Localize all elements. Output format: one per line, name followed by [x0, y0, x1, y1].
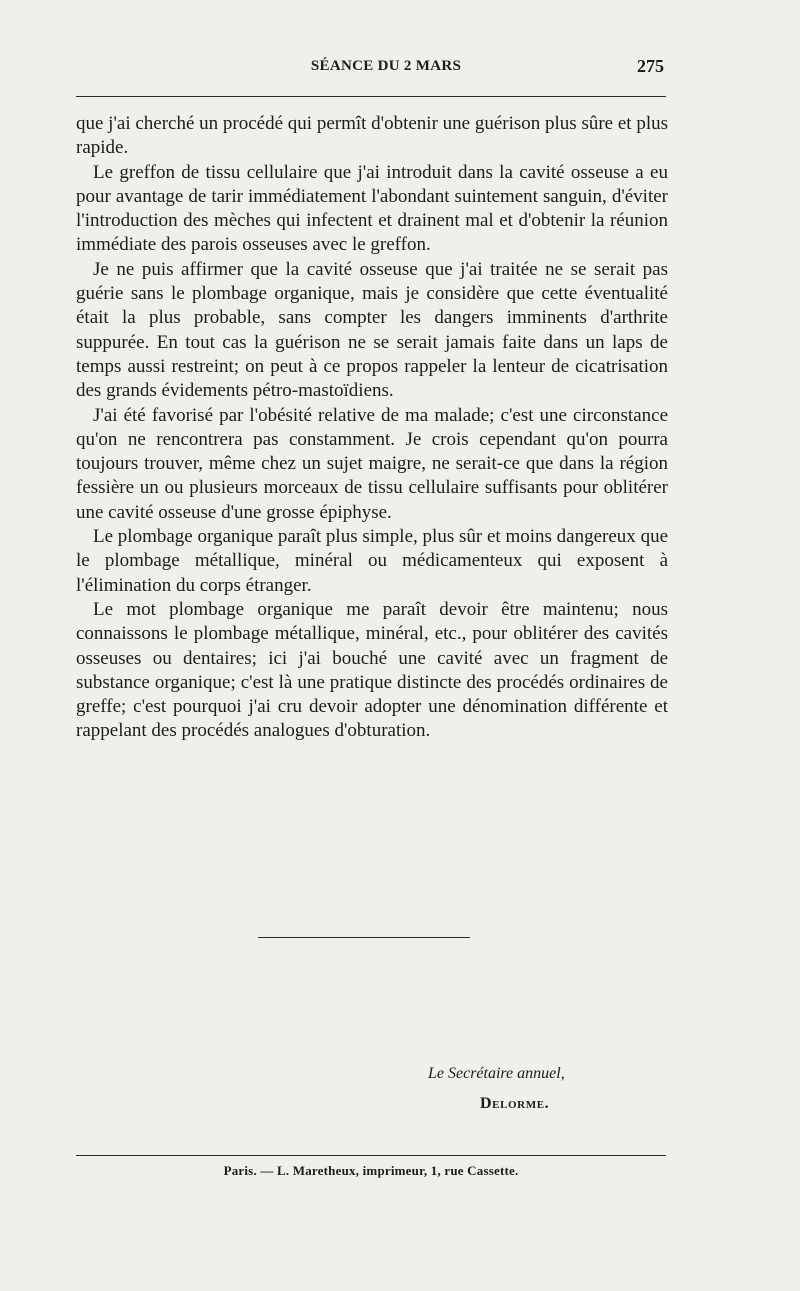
printer-imprint: Paris. — L. Maretheux, imprimeur, 1, rue Cassette. [223, 1163, 519, 1178]
signature-name: Delorme. [480, 1095, 550, 1112]
paragraph: Le mot plombage organique me paraît devoir être maintenu; nous connaissons le plombage métallique, minéral, etc., pour oblitérer des cavités osseuses ou dentaires; ici j'ai bouché une cavité avec un fragment de substance organique; c'est là une pratique distincte des procédés ordinaires de greffe; c'est pourquoi j'ai cru devoir adopter une dénomination différente et rappelant des procédés analogues d'obturation. [76, 598, 668, 742]
header-rule [76, 96, 666, 97]
running-head [76, 58, 666, 80]
paragraph: Le plombage organique paraît plus simple, plus sûr et moins dangereux que le plombage métallique, minéral ou médicamenteux qui exposent à l'élimination du corps étranger. [76, 526, 668, 596]
paragraph: Le greffon de tissu cellulaire que j'ai introduit dans la cavité osseuse a eu pour avantage de tarir immédiatement l'abondant suintement sanguin, d'éviter l'introduction des mèches qui infectent et drainent mal et d'obtenir la réunion immédiate des parois osseuses avec le greffon. [76, 161, 668, 256]
body-text [76, 112, 668, 744]
paragraph: que j'ai cherché un procédé qui permît d'obtenir une guérison plus sûre et plus rapide. [76, 113, 668, 159]
paragraph: J'ai été favorisé par l'obésité relative de ma malade; c'est une circonstance qu'on ne rencontrera pas constamment. Je crois cependant qu'on pourra toujours trouver, même chez un sujet maigre, ne serait-ce que dans la région fessière un ou plusieurs morceaux de tissu cellulaire suffisants pour oblitérer une cavité osseuse d'une grosse épiphyse. [76, 404, 668, 523]
signature-title: Le Secrétaire annuel, [428, 1065, 565, 1082]
footer-rule [76, 1155, 666, 1156]
page-number: 275 [637, 56, 664, 76]
paragraph: Je ne puis affirmer que la cavité osseuse que j'ai traitée ne se serait pas guérie sans le plombage organique, mais je considère que cette éventualité était la plus probable, sans compter les dangers imminents d'arthrite suppurée. En tout cas la guérison ne se serait jamais faite dans un laps de temps aussi restreint; on peut à ce propos rappeler la lenteur de cicatrisation des grands évidements pétro-mastoïdiens. [76, 258, 668, 402]
section-divider [258, 937, 470, 938]
signature-block [420, 1065, 620, 1113]
running-title: SÉANCE DU 2 MARS [310, 58, 462, 74]
